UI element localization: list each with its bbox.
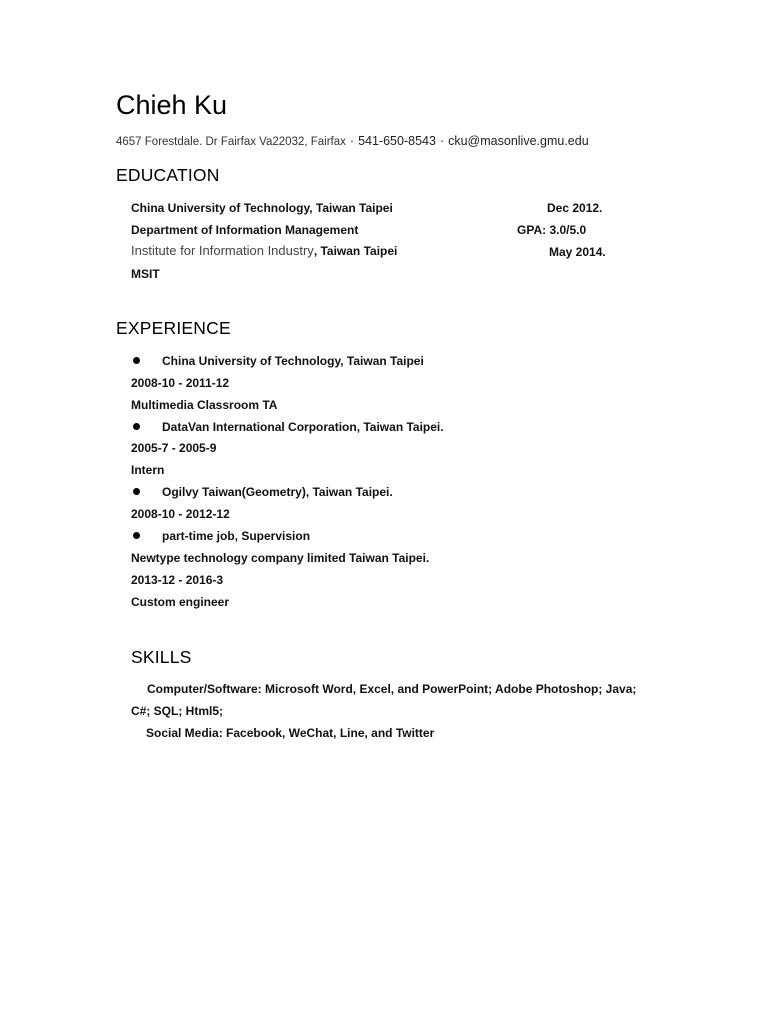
experience-employer: DataVan International Corporation, Taiwan Taipei. xyxy=(162,420,444,434)
experience-dates: 2008-10 - 2012-12 xyxy=(131,507,230,521)
phone: 541-650-8543 xyxy=(358,134,436,148)
bullet-icon xyxy=(133,532,140,539)
experience-employer: Newtype technology company limited Taiwan Taipei. xyxy=(131,551,430,565)
education-degree: MSIT xyxy=(131,267,160,281)
education-institute xyxy=(131,244,397,258)
skills-heading: SKILLS xyxy=(131,647,192,667)
education-date: Dec 2012. xyxy=(547,201,603,215)
experience-dates: 2008-10 - 2011-12 xyxy=(131,376,230,390)
education-heading: EDUCATION xyxy=(116,165,220,185)
experience-employer: Ogilvy Taiwan(Geometry), Taiwan Taipei. xyxy=(162,485,393,499)
institute-location: , Taiwan Taipei xyxy=(313,244,398,258)
education-department: Department of Information Management xyxy=(131,223,359,237)
experience-role: Custom engineer xyxy=(131,595,230,609)
skills-social-media: Social Media: Facebook, WeChat, Line, and Twitter xyxy=(146,726,435,740)
experience-dates: 2013-12 - 2016-3 xyxy=(131,573,224,587)
address: 4657 Forestdale. Dr Fairfax Va22032, Fairfax xyxy=(116,136,346,148)
skills-computer-continued: C#; SQL; Html5; xyxy=(131,704,224,718)
experience-dates: 2005-7 - 2005-9 xyxy=(131,441,217,455)
contact-separator: · xyxy=(439,134,445,148)
bullet-icon xyxy=(133,357,140,364)
education-school: China University of Technology, Taiwan Taipei xyxy=(131,201,393,215)
contact-separator: · xyxy=(349,134,355,148)
skills-computer: Computer/Software: Microsoft Word, Excel, and PowerPoint; Adobe Photoshop; Java; xyxy=(147,682,637,696)
experience-role: part-time job, Supervision xyxy=(162,529,311,543)
institute-name: Institute for Information Industry xyxy=(131,243,314,258)
education-date: May 2014. xyxy=(549,245,606,259)
bullet-icon xyxy=(133,423,140,430)
experience-heading: EXPERIENCE xyxy=(116,318,231,338)
bullet-icon xyxy=(133,488,140,495)
email: cku@masonlive.gmu.edu xyxy=(448,134,589,148)
experience-role: Multimedia Classroom TA xyxy=(131,398,278,412)
experience-employer: China University of Technology, Taiwan Taipei xyxy=(162,354,424,368)
experience-role: Intern xyxy=(131,463,165,477)
contact-line xyxy=(116,134,589,148)
applicant-name: Chieh Ku xyxy=(116,90,228,120)
education-gpa: GPA: 3.0/5.0 xyxy=(517,223,587,237)
